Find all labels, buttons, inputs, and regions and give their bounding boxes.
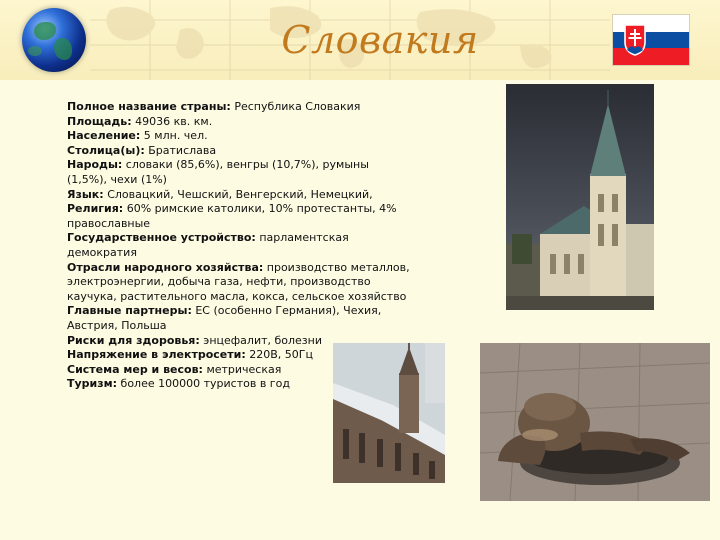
fact-health-risks: Риски для здоровья: энцефалит, болезни [67,333,322,347]
fact-peoples: Народы: словаки (85,6%), венгры (10,7%), румыны (1,5%), чехи (1%) [67,158,369,186]
fact-government: Государственное устройство: парламентская демократия [67,231,349,259]
fact-capital: Столица(ы): Братислава [67,143,217,157]
fact-tourism: Туризм: более 100000 туристов в год [67,377,290,391]
bronze-manhole-statue-photo [480,343,710,501]
gothic-church-photo [333,343,445,483]
fact-population: Население: 5 млн. чел. [67,129,208,143]
fact-full-name: Полное название страны: Республика Словакия [67,100,361,113]
slovakia-flag [612,14,690,66]
cathedral-photo [506,84,654,310]
slide-title: Словакия [281,18,479,62]
coat-of-arms-icon [623,24,647,56]
fact-voltage: Напряжение в электросети: 220В, 50Гц [67,348,313,362]
fact-language: Язык: Словацкий, Чешский, Венгерский, Немецкий, [67,187,373,201]
fact-economy: Отрасли народного хозяйства: производство металлов, электроэнергии, добыча газа, нефти, производство каучука, растительного масла, кокса, сельское хозяйство [67,260,410,303]
fact-area: Площадь: 49036 кв. км. [67,114,213,128]
header-band [0,0,720,80]
fact-measurement: Система мер и весов: метрическая [67,362,282,376]
fact-religion: Религия: 60% римские католики, 10% протестанты, 4% православные [67,202,397,230]
fact-partners: Главные партнеры: ЕС (особенно Германия), Чехия, Австрия, Польша [67,304,382,332]
